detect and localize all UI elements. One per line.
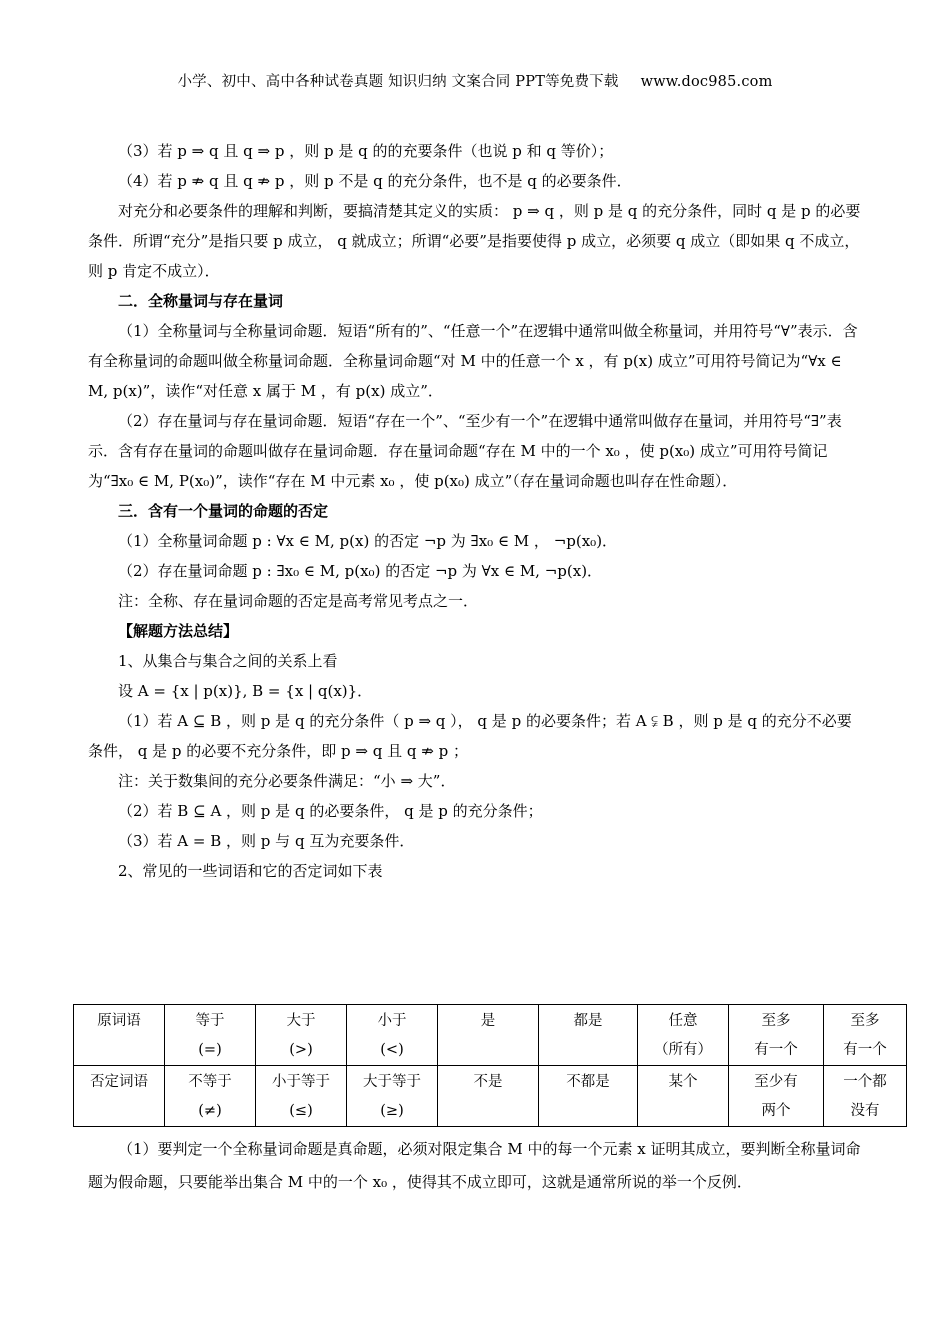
- method-heading: 【解题方法总结】: [118, 622, 239, 640]
- table-cell: 小于等于 (≤): [256, 1066, 347, 1127]
- table-cell: 不等于 (≠): [165, 1066, 256, 1127]
- table-cell: 是: [438, 1005, 539, 1066]
- subset-rule-2: （2）若 B ⊆ A ，则 p 是 q 的必要条件， q 是 p 的充分条件；: [118, 802, 543, 820]
- table-cell: 不是: [438, 1066, 539, 1127]
- note-2: 注：关于数集间的充分必要条件满足：“小 ⇒ 大”．: [118, 772, 456, 790]
- table-cell: 任意 （所有）: [638, 1005, 729, 1066]
- table-row-negation: [74, 1066, 907, 1127]
- item-4: （4）若 p ⇏ q 且 q ⇏ p ，则 p 不是 q 的充分条件，也不是 q 的必要条件．: [118, 172, 632, 190]
- note-1: 注：全称、存在量词命题的否定是高考常见考点之一．: [118, 592, 479, 610]
- header-text: 小学、初中、高中各种试卷真题 知识归纳 文案合同 PPT等免费下载: [177, 74, 619, 90]
- negation-2: （2）存在量词命题 p : ∃x₀ ∈ M, p(x₀) 的否定 ¬p 为 ∀x ∈ M, ¬p(x)．: [118, 562, 603, 580]
- negation-word-table: [73, 1004, 907, 1127]
- table-cell: 至少有 两个: [729, 1066, 824, 1127]
- subset-rule-1: （1）若 A ⊆ B ，则 p 是 q 的充分条件（ p ⇒ q ）， q 是 p 的必要条件；若 A ⫋ B ，则 p 是 q 的充分不必要条件， q 是 p 的必要不充分条件，即 p ⇒ q 且 q ⇏ p ；: [88, 712, 852, 760]
- header-url[interactable]: www.doc985.com: [640, 74, 773, 90]
- method-2: 2、常见的一些词语和它的否定词如下表: [118, 862, 383, 880]
- section-3-heading: 三．含有一个量词的命题的否定: [118, 502, 329, 520]
- table-cell: 大于等于 (≥): [347, 1066, 438, 1127]
- table-cell: 某个: [638, 1066, 729, 1127]
- main-content: [88, 136, 864, 886]
- table-cell: 至多 有一个: [729, 1005, 824, 1066]
- page-header: [0, 70, 950, 91]
- understanding-paragraph: 对充分和必要条件的理解和判断，要搞清楚其定义的实质： p ⇒ q ，则 p 是 q 的充分条件，同时 q 是 p 的必要条件．所谓“充分”是指只要 p 成立， q 就成立；所谓“必要”是指要使得 p 成立，必须要 q 成立（即如果 q 不成立，则 p 肯定不成立）．: [88, 202, 861, 280]
- counterexample-paragraph: （1）要判定一个全称量词命题是真命题，必须对限定集合 M 中的每一个元素 x 证明其成立，要判断全称量词命题为假命题，只要能举出集合 M 中的一个 x₀ ，使得其不成立即可，这就是通常所说的举一个反例．: [88, 1140, 861, 1191]
- method-1: 1、从集合与集合之间的关系上看: [118, 652, 338, 670]
- section-2-heading: 二．全称量词与存在量词: [118, 292, 284, 310]
- table-row-original: [74, 1005, 907, 1066]
- subset-rule-3: （3）若 A = B ，则 p 与 q 互为充要条件．: [118, 832, 415, 850]
- set-definition: 设 A = {x | p(x)}, B = {x | q(x)}．: [118, 682, 373, 700]
- table-cell: 小于 (<): [347, 1005, 438, 1066]
- table-cell: 大于 (>): [256, 1005, 347, 1066]
- table-cell: 至多 有一个: [824, 1005, 907, 1066]
- universal-quantifier-paragraph: （1）全称量词与全称量词命题．短语“所有的”、“任意一个”在逻辑中通常叫做全称量词，并用符号“∀”表示．含有全称量词的命题叫做全称量词命题．全称量词命题“对 M 中的任意一个 x ，有 p(x) 成立”可用符号简记为“∀x ∈ M, p(x)”，读作“对任意 x 属于 M ，有 p(x) 成立”．: [88, 322, 858, 400]
- existential-quantifier-paragraph: （2）存在量词与存在量词命题．短语“存在一个”、“至少有一个”在逻辑中通常叫做存在量词，并用符号“∃”表示．含有存在量词的命题叫做存在量词命题．存在量词命题“存在 M 中的一个 x₀ ，使 p(x₀) 成立”可用符号简记为“∃x₀ ∈ M, P(x₀)”，读作“存在 M 中元素 x₀ ，使 p(x₀) 成立”（存在量词命题也叫存在性命题）．: [88, 412, 842, 490]
- item-3: （3）若 p ⇒ q 且 q ⇒ p ，则 p 是 q 的的充要条件（也说 p 和 q 等价）；: [118, 142, 614, 160]
- table-cell: 不都是: [539, 1066, 638, 1127]
- table-cell: 等于 (=): [165, 1005, 256, 1066]
- table-cell: 否定词语: [74, 1066, 165, 1127]
- negation-1: （1）全称量词命题 p : ∀x ∈ M, p(x) 的否定 ¬p 为 ∃x₀ ∈ M ， ¬p(x₀)．: [118, 532, 618, 550]
- table-cell: 都是: [539, 1005, 638, 1066]
- table-cell: 原词语: [74, 1005, 165, 1066]
- table-cell: 一个都 没有: [824, 1066, 907, 1127]
